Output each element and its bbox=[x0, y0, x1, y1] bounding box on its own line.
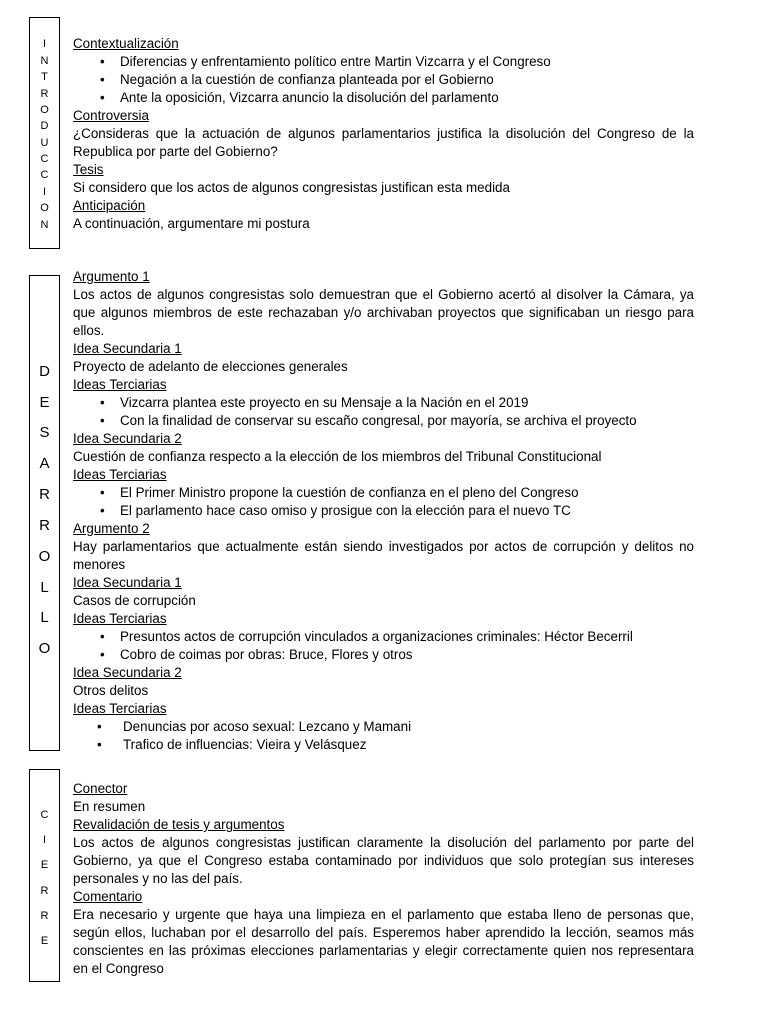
contextualizacion-list bbox=[73, 53, 694, 107]
introduccion-section bbox=[73, 35, 694, 233]
introduccion-side-label bbox=[29, 17, 60, 249]
list-item: • Cobro de coimas por obras: Bruce, Flores y otros bbox=[73, 646, 694, 664]
argumento-2-heading: Argumento 2 bbox=[73, 521, 150, 536]
cierre-side-label bbox=[29, 769, 60, 982]
ideas-terciarias-heading: Ideas Terciarias bbox=[73, 611, 167, 626]
tesis-text: Si considero que los actos de algunos congresistas justifican esta medida bbox=[73, 180, 510, 195]
idea-secundaria-heading: Idea Secundaria 2 bbox=[73, 431, 182, 446]
side-letter: R bbox=[40, 87, 49, 100]
side-letter: O bbox=[38, 547, 51, 565]
desarrollo-side-label bbox=[29, 275, 60, 751]
idea-secundaria-text: Cuestión de confianza respecto a la elección de los miembros del Tribunal Constitucional bbox=[73, 449, 602, 464]
side-letter: I bbox=[42, 38, 47, 51]
side-letter: D bbox=[40, 120, 49, 133]
list-item: • Diferencias y enfrentamiento político entre Martin Vizcarra y el Congreso bbox=[73, 53, 694, 71]
anticipacion-heading: Anticipación bbox=[73, 198, 146, 213]
side-letter: C bbox=[40, 169, 49, 182]
side-letter: O bbox=[38, 640, 51, 658]
ideas-terciarias-heading: Ideas Terciarias bbox=[73, 467, 167, 482]
side-letter: C bbox=[40, 809, 49, 822]
list-item: • Vizcarra plantea este proyecto en su Mensaje a la Nación en el 2019 bbox=[73, 394, 694, 412]
side-letter: E bbox=[40, 934, 49, 947]
ideas-terciarias-heading: Ideas Terciarias bbox=[73, 377, 167, 392]
conector-text: En resumen bbox=[73, 799, 146, 814]
side-letter: I bbox=[42, 185, 47, 198]
comentario-heading: Comentario bbox=[73, 889, 143, 904]
controversia-heading: Controversia bbox=[73, 108, 149, 123]
list-item: • Con la finalidad de conservar su escaño congresal, por mayoría, se archiva el proyecto bbox=[73, 412, 694, 430]
ideas-terciarias-list bbox=[73, 394, 694, 430]
side-letter: L bbox=[40, 578, 49, 596]
ideas-terciarias-list bbox=[73, 484, 694, 520]
idea-secundaria-heading: Idea Secundaria 2 bbox=[73, 665, 182, 680]
list-item: • El parlamento hace caso omiso y prosigue con la elección para el nuevo TC bbox=[73, 502, 694, 520]
side-letter: A bbox=[39, 455, 50, 473]
comentario-text: Era necesario y urgente que haya una limpieza en el parlamento que estaba lleno de personas que, según ellos, luchaban por el desarrollo del país. Esperemos haber aprendido la lección, seamos más conscientes en las próximas elecciones parlamentarias y elegir correctamente quien nos representara en el Congreso bbox=[73, 907, 694, 976]
argumento-2-text: Hay parlamentarios que actualmente están siendo investigados por actos de corrupción y delitos no menores bbox=[73, 539, 694, 572]
anticipacion-text: A continuación, argumentare mi postura bbox=[73, 216, 310, 231]
conector-heading: Conector bbox=[73, 781, 128, 796]
controversia-text: ¿Consideras que la actuación de algunos parlamentarios justifica la disolución del Congreso de la Republica por parte del Gobierno? bbox=[73, 126, 694, 159]
list-item: • Ante la oposición, Vizcarra anuncio la disolución del parlamento bbox=[73, 89, 694, 107]
list-item: • Negación a la cuestión de confianza planteada por el Gobierno bbox=[73, 71, 694, 89]
idea-secundaria-text: Proyecto de adelanto de elecciones generales bbox=[73, 359, 348, 374]
list-item: • El Primer Ministro propone la cuestión de confianza en el pleno del Congreso bbox=[73, 484, 694, 502]
side-letter: E bbox=[40, 859, 49, 872]
contextualizacion-heading: Contextualización bbox=[73, 36, 179, 51]
argumento-1-text: Los actos de algunos congresistas solo demuestran que el Gobierno acertó al disolver la Cámara, ya que algunos miembros de este rechazaban y/o archivaban proyectos que significaban un riesgo para ellos. bbox=[73, 287, 694, 338]
side-letter: O bbox=[40, 103, 49, 116]
revalidacion-text: Los actos de algunos congresistas justifican claramente la disolución del parlamento por parte del Gobierno, ya que el Congreso estaba contaminado por individuos que solo protegían sus intereses personales y no las del país. bbox=[73, 835, 694, 886]
side-letter: E bbox=[39, 393, 50, 411]
ideas-terciarias-heading: Ideas Terciarias bbox=[73, 701, 167, 716]
side-letter: R bbox=[39, 516, 50, 534]
desarrollo-section bbox=[73, 268, 694, 754]
side-letter: L bbox=[40, 609, 49, 627]
side-letter: U bbox=[40, 136, 49, 149]
idea-secundaria-text: Casos de corrupción bbox=[73, 593, 196, 608]
side-letter: C bbox=[40, 153, 49, 165]
list-item: • Trafico de influencias: Vieira y Velásquez bbox=[73, 736, 694, 754]
tesis-heading: Tesis bbox=[73, 162, 104, 177]
argumento-1-heading: Argumento 1 bbox=[73, 269, 150, 284]
side-letter: R bbox=[39, 486, 50, 504]
side-letter: O bbox=[40, 202, 49, 215]
ideas-terciarias-list bbox=[73, 718, 694, 754]
side-letter: S bbox=[39, 424, 50, 442]
side-letter: N bbox=[40, 218, 49, 231]
side-letter: T bbox=[41, 71, 48, 84]
idea-secundaria-heading: Idea Secundaria 1 bbox=[73, 575, 182, 590]
side-letter: R bbox=[40, 884, 49, 897]
side-letter: I bbox=[42, 834, 47, 847]
idea-secundaria-text: Otros delitos bbox=[73, 683, 149, 698]
cierre-section bbox=[73, 780, 694, 978]
side-letter: N bbox=[40, 54, 49, 67]
ideas-terciarias-list bbox=[73, 628, 694, 664]
list-item: • Denuncias por acoso sexual: Lezcano y Mamani bbox=[73, 718, 694, 736]
idea-secundaria-heading: Idea Secundaria 1 bbox=[73, 341, 182, 356]
side-letter: D bbox=[39, 362, 50, 380]
side-letter: R bbox=[40, 909, 49, 922]
revalidacion-heading: Revalidación de tesis y argumentos bbox=[73, 817, 285, 832]
list-item: • Presuntos actos de corrupción vinculados a organizaciones criminales: Héctor Becerril bbox=[73, 628, 694, 646]
